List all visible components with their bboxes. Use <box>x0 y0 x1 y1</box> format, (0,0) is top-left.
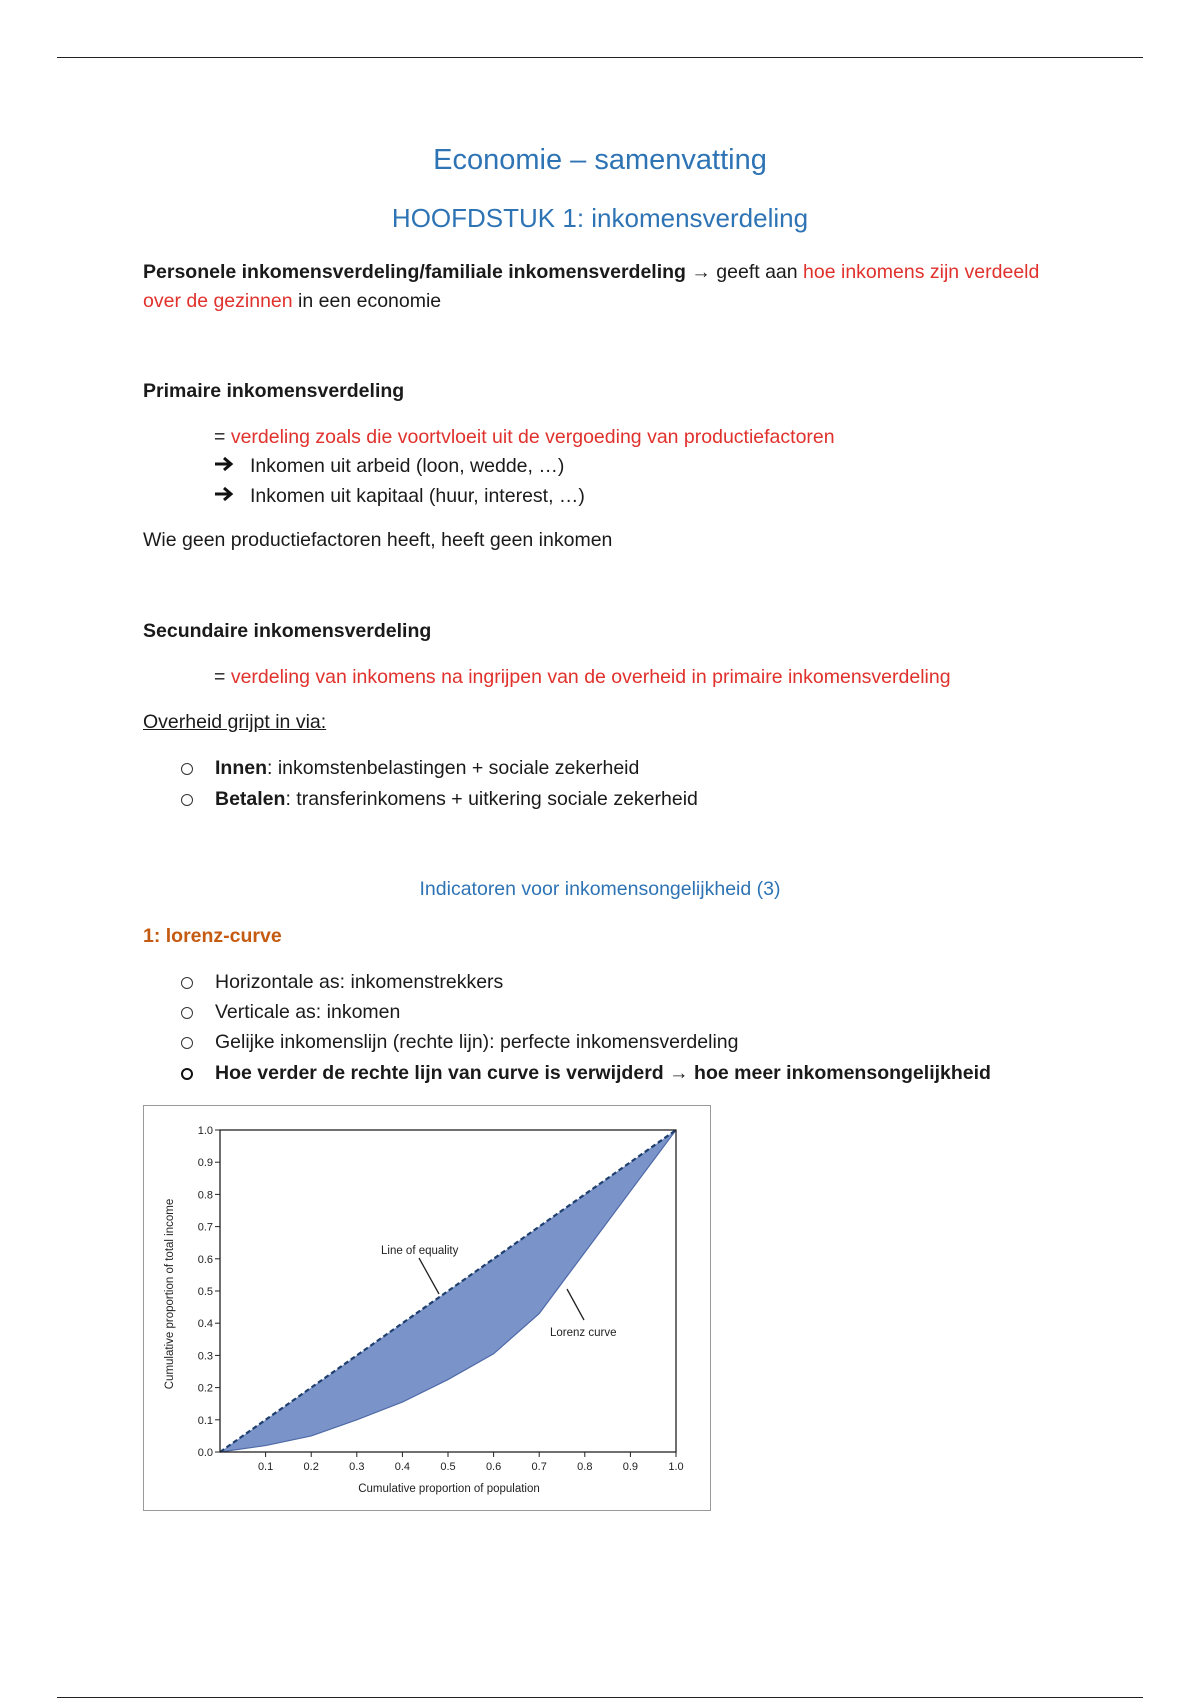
y-tick-label: 0.0 <box>197 1447 213 1459</box>
primary-definition-text: verdeling zoals die voortvloeit uit de vergoeding van productiefactoren <box>230 426 835 448</box>
indicator-bullet-1: Horizontale as: inkomenstrekkers <box>215 971 504 993</box>
y-axis-label: Cumulative proportion of total income <box>164 1198 176 1390</box>
x-tick-label: 1.0 <box>668 1461 684 1473</box>
intro-arrow: → <box>691 261 711 283</box>
x-axis-label: Cumulative proportion of population <box>358 1483 540 1495</box>
intro-term: Personele inkomensverdeling/familiale inkomensverdeling <box>143 261 686 283</box>
bullet-circle-icon <box>181 1037 193 1049</box>
x-tick-label: 0.4 <box>394 1461 411 1473</box>
y-tick-label: 1.0 <box>197 1125 213 1137</box>
y-tick-label: 0.6 <box>197 1253 213 1266</box>
lorenz-subheading: 1: lorenz-curve <box>143 925 282 947</box>
lorenz-chart-frame <box>143 1105 711 1511</box>
bullet-circle-icon <box>181 1068 193 1080</box>
x-tick-label: 0.6 <box>485 1461 502 1473</box>
indicator-bullet-3: Gelijke inkomenslijn (rechte lijn): perfecte inkomensverdeling <box>215 1031 739 1053</box>
x-tick-label: 0.2 <box>303 1461 319 1473</box>
arrow-right-icon: → <box>669 1062 689 1084</box>
secondary-bullet-1: Innen: inkomstenbelastingen + sociale zekerheid <box>215 757 640 779</box>
y-tick-label: 0.1 <box>197 1414 213 1427</box>
y-tick-label: 0.8 <box>197 1189 213 1202</box>
y-tick-label: 0.2 <box>197 1382 213 1395</box>
primary-definition: = verdeling zoals die voortvloeit uit de vergoeding van productiefactoren <box>214 426 835 448</box>
intro-highlight: hoe inkomens zijn verdeeld over de gezinnen <box>143 261 1040 312</box>
bullet-circle-icon <box>181 794 193 806</box>
secondary-definition-text: verdeling van inkomens na ingrijpen van de overheid in primaire inkomensverdeling <box>230 666 951 688</box>
footer-rule <box>57 1697 1143 1698</box>
intervention-label: Overheid grijpt in via: <box>143 711 327 733</box>
indicator-bullet-2: Verticale as: inkomen <box>215 1001 401 1023</box>
primary-heading: Primaire inkomensverdeling <box>143 380 405 402</box>
bullet-circle-icon <box>181 763 193 775</box>
x-tick-label: 0.7 <box>531 1461 547 1473</box>
annotation-pointer-equality <box>419 1258 439 1294</box>
arrow-right-icon <box>214 455 236 473</box>
y-tick-label: 0.3 <box>197 1350 213 1363</box>
indicators-heading: Indicatoren voor inkomensongelijkheid (3) <box>419 878 781 900</box>
arrow-right-icon <box>214 485 236 503</box>
chapter-title: HOOFDSTUK 1: inkomensverdeling <box>391 203 809 233</box>
x-tick-label: 0.8 <box>577 1461 593 1473</box>
secondary-definition: = verdeling van inkomens na ingrijpen van de overheid in primaire inkomensverdeling <box>214 666 951 688</box>
y-tick-label: 0.4 <box>197 1318 213 1331</box>
x-tick-label: 0.3 <box>349 1461 365 1473</box>
bullet-circle-icon <box>181 1007 193 1019</box>
annotation-line-of-equality: Line of equality <box>381 1245 459 1257</box>
header-rule <box>57 57 1143 58</box>
lorenz-chart <box>144 1106 709 1509</box>
secondary-bullet-2: Betalen: transferinkomens + uitkering sociale zekerheid <box>215 788 698 810</box>
y-tick-label: 0.5 <box>197 1286 213 1298</box>
primary-item-2: Inkomen uit kapitaal (huur, interest, …) <box>250 485 585 507</box>
intro-post: in een economie <box>298 290 442 312</box>
x-tick-label: 0.9 <box>622 1461 639 1473</box>
x-tick-label: 0.1 <box>257 1461 274 1473</box>
y-tick-label: 0.7 <box>197 1221 213 1234</box>
document-title: Economie – samenvatting <box>433 144 767 176</box>
intro-paragraph <box>143 258 1073 316</box>
primary-note: Wie geen productiefactoren heeft, heeft geen inkomen <box>143 529 613 551</box>
primary-item-1: Inkomen uit arbeid (loon, wedde, …) <box>250 455 565 477</box>
intro-pre: geeft aan <box>716 261 798 283</box>
x-tick-label: 0.5 <box>440 1461 456 1473</box>
y-tick-label: 0.9 <box>197 1157 213 1170</box>
secondary-heading: Secundaire inkomensverdeling <box>143 620 432 642</box>
indicator-bullet-bold: Hoe verder de rechte lijn van curve is verwijderd → hoe meer inkomensongelijkheid <box>215 1062 991 1084</box>
annotation-lorenz-curve: Lorenz curve <box>550 1327 617 1339</box>
bullet-circle-icon <box>181 977 193 989</box>
annotation-pointer-lorenz <box>567 1289 584 1320</box>
